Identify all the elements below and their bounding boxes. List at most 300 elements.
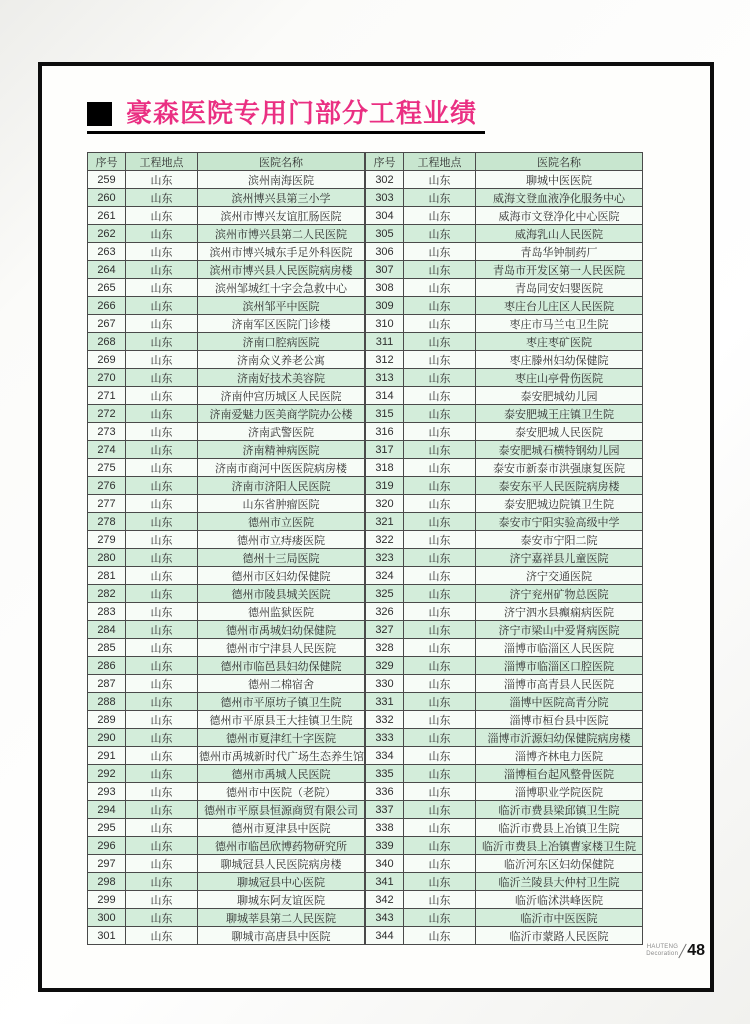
table-row [366,837,643,855]
table-row [366,387,643,405]
row-serial-cell: 328 [366,639,404,657]
row-serial-cell: 272 [88,405,126,423]
row-hospital-cell: 济南精神病医院 [198,441,365,459]
table-row [88,855,365,873]
row-hospital-cell: 青岛华钟制药厂 [476,243,643,261]
table-row [88,819,365,837]
row-location-cell: 山东 [404,819,476,837]
row-location-cell: 山东 [404,279,476,297]
row-hospital-cell: 枣庄滕州妇幼保健院 [476,351,643,369]
row-hospital-cell: 枣庄山亭骨伤医院 [476,369,643,387]
row-hospital-cell: 威海文登血液净化服务中心 [476,189,643,207]
row-serial-cell: 304 [366,207,404,225]
table-row [366,351,643,369]
row-location-cell: 山东 [404,477,476,495]
table-row [366,171,643,189]
row-location-cell: 山东 [126,693,198,711]
table-row [88,261,365,279]
row-location-cell: 山东 [126,261,198,279]
row-location-cell: 山东 [126,405,198,423]
row-hospital-cell: 聊城中医医院 [476,171,643,189]
row-hospital-cell: 淄博中医院高青分院 [476,693,643,711]
row-hospital-cell: 枣庄市马兰屯卫生院 [476,315,643,333]
row-serial-cell: 295 [88,819,126,837]
table-row [88,711,365,729]
row-location-cell: 山东 [126,171,198,189]
table-row [366,657,643,675]
row-location-cell: 山东 [404,891,476,909]
row-location-cell: 山东 [404,567,476,585]
row-serial-cell: 279 [88,531,126,549]
row-serial-cell: 294 [88,801,126,819]
row-hospital-cell: 德州市夏津红十字医院 [198,729,365,747]
table-row [88,441,365,459]
row-hospital-cell: 济宁嘉祥县儿童医院 [476,549,643,567]
row-location-cell: 山东 [404,855,476,873]
row-serial-cell: 319 [366,477,404,495]
row-serial-cell: 305 [366,225,404,243]
table-row [366,423,643,441]
row-location-cell: 山东 [404,207,476,225]
table-row [88,315,365,333]
row-serial-cell: 293 [88,783,126,801]
row-location-cell: 山东 [126,495,198,513]
row-location-cell: 山东 [404,513,476,531]
table-row [88,837,365,855]
row-serial-cell: 297 [88,855,126,873]
row-hospital-cell: 淄博市沂源妇幼保健院病房楼 [476,729,643,747]
document-title-block [87,100,485,134]
row-hospital-cell: 德州市立痔瘘医院 [198,531,365,549]
row-hospital-cell: 滨州市博兴县人民医院病房楼 [198,261,365,279]
row-serial-cell: 334 [366,747,404,765]
row-location-cell: 山东 [126,549,198,567]
row-hospital-cell: 德州市临邑县妇幼保健院 [198,657,365,675]
row-serial-cell: 326 [366,603,404,621]
row-serial-cell: 307 [366,261,404,279]
row-hospital-cell: 德州市中医院（老院） [198,783,365,801]
row-hospital-cell: 德州市临邑欣博药物研究所 [198,837,365,855]
row-hospital-cell: 淄博市临淄区口腔医院 [476,657,643,675]
projects-table-right [365,152,643,945]
row-serial-cell: 303 [366,189,404,207]
table-row [366,513,643,531]
row-serial-cell: 312 [366,351,404,369]
row-location-cell: 山东 [126,747,198,765]
table-row [88,171,365,189]
row-serial-cell: 333 [366,729,404,747]
row-location-cell: 山东 [404,621,476,639]
row-hospital-cell: 枣庄枣矿医院 [476,333,643,351]
row-location-cell: 山东 [126,639,198,657]
row-hospital-cell: 淄博职业学院医院 [476,783,643,801]
row-location-cell: 山东 [404,801,476,819]
row-hospital-cell: 济南好技术美容院 [198,369,365,387]
row-hospital-cell: 聊城冠县人民医院病房楼 [198,855,365,873]
row-hospital-cell: 德州二棉宿舍 [198,675,365,693]
row-hospital-cell: 泰安肥城王庄镇卫生院 [476,405,643,423]
table-row [88,369,365,387]
row-serial-cell: 292 [88,765,126,783]
table-row [88,693,365,711]
table-row [88,765,365,783]
row-hospital-cell: 滨州市博兴城东手足外科医院 [198,243,365,261]
row-location-cell: 山东 [404,693,476,711]
row-serial-cell: 337 [366,801,404,819]
row-hospital-cell: 滨州邹城红十字会急救中心 [198,279,365,297]
row-location-cell: 山东 [126,279,198,297]
table-row [88,279,365,297]
row-hospital-cell: 临沂市中医医院 [476,909,643,927]
row-hospital-cell: 济宁兖州矿物总医院 [476,585,643,603]
row-location-cell: 山东 [126,819,198,837]
page-title: 豪森医院专用门部分工程业绩 [126,98,478,128]
row-location-cell: 山东 [126,765,198,783]
row-location-cell: 山东 [126,567,198,585]
row-location-cell: 山东 [404,873,476,891]
row-location-cell: 山东 [126,675,198,693]
table-row [88,297,365,315]
row-serial-cell: 322 [366,531,404,549]
table-row [366,855,643,873]
table-row [88,621,365,639]
row-serial-cell: 339 [366,837,404,855]
row-serial-cell: 317 [366,441,404,459]
table-row [366,747,643,765]
row-location-cell: 山东 [126,369,198,387]
row-location-cell: 山东 [404,405,476,423]
row-location-cell: 山东 [404,783,476,801]
row-serial-cell: 314 [366,387,404,405]
row-location-cell: 山东 [404,171,476,189]
row-serial-cell: 315 [366,405,404,423]
row-serial-cell: 260 [88,189,126,207]
table-row [88,513,365,531]
row-location-cell: 山东 [404,441,476,459]
row-hospital-cell: 威海市文登净化中心医院 [476,207,643,225]
row-location-cell: 山东 [126,603,198,621]
row-location-cell: 山东 [404,837,476,855]
table-header-row [88,153,365,171]
table-row [88,459,365,477]
row-hospital-cell: 枣庄台儿庄区人民医院 [476,297,643,315]
table-row [366,459,643,477]
row-serial-cell: 302 [366,171,404,189]
row-serial-cell: 332 [366,711,404,729]
row-location-cell: 山东 [126,711,198,729]
row-hospital-cell: 泰安市新泰市洪强康复医院 [476,459,643,477]
row-serial-cell: 323 [366,549,404,567]
table-row [366,801,643,819]
row-hospital-cell: 聊城东阿友谊医院 [198,891,365,909]
table-row [366,207,643,225]
table-row [366,243,643,261]
row-serial-cell: 316 [366,423,404,441]
row-location-cell: 山东 [404,189,476,207]
table-row [366,549,643,567]
table-row [366,297,643,315]
row-location-cell: 山东 [126,189,198,207]
table-row [366,315,643,333]
table-row [88,225,365,243]
row-hospital-cell: 临沂市费县上冶镇曹家楼卫生院 [476,837,643,855]
table-row [366,765,643,783]
row-location-cell: 山东 [404,531,476,549]
table-row [366,891,643,909]
table-row [366,531,643,549]
table-row [88,729,365,747]
table-row [366,909,643,927]
row-location-cell: 山东 [126,423,198,441]
row-hospital-cell: 济南市济阳人民医院 [198,477,365,495]
table-row [88,909,365,927]
row-hospital-cell: 青岛同安妇婴医院 [476,279,643,297]
table-row [88,423,365,441]
row-hospital-cell: 济宁交通医院 [476,567,643,585]
row-location-cell: 山东 [404,765,476,783]
table-row [88,531,365,549]
row-location-cell: 山东 [404,225,476,243]
projects-table-left [87,152,365,945]
row-location-cell: 山东 [404,459,476,477]
row-serial-cell: 275 [88,459,126,477]
row-serial-cell: 284 [88,621,126,639]
row-serial-cell: 296 [88,837,126,855]
row-hospital-cell: 滨州博兴县第三小学 [198,189,365,207]
table-row [366,819,643,837]
row-serial-cell: 290 [88,729,126,747]
right-table-body [366,171,643,945]
table-row [88,207,365,225]
row-location-cell: 山东 [126,315,198,333]
row-hospital-cell: 滨州邹平中医院 [198,297,365,315]
row-hospital-cell: 德州市平原坊子镇卫生院 [198,693,365,711]
row-hospital-cell: 济南仲宫历城区人民医院 [198,387,365,405]
row-hospital-cell: 济南武警医院 [198,423,365,441]
row-serial-cell: 281 [88,567,126,585]
table-row [366,279,643,297]
row-location-cell: 山东 [126,225,198,243]
row-hospital-cell: 临沂河东区妇幼保健院 [476,855,643,873]
row-serial-cell: 269 [88,351,126,369]
row-location-cell: 山东 [404,711,476,729]
row-location-cell: 山东 [404,585,476,603]
row-serial-cell: 324 [366,567,404,585]
row-serial-cell: 287 [88,675,126,693]
row-location-cell: 山东 [126,477,198,495]
header-location: 工程地点 [404,153,476,171]
table-row [88,405,365,423]
row-hospital-cell: 泰安东平人民医院病房楼 [476,477,643,495]
row-hospital-cell: 临沂兰陵县大仲村卫生院 [476,873,643,891]
row-hospital-cell: 德州市禹城妇幼保健院 [198,621,365,639]
row-serial-cell: 264 [88,261,126,279]
row-location-cell: 山东 [404,909,476,927]
table-row [366,441,643,459]
row-hospital-cell: 德州市禹城人民医院 [198,765,365,783]
row-serial-cell: 308 [366,279,404,297]
row-serial-cell: 336 [366,783,404,801]
row-hospital-cell: 泰安肥城幼儿园 [476,387,643,405]
row-location-cell: 山东 [126,585,198,603]
row-serial-cell: 300 [88,909,126,927]
row-hospital-cell: 淄博市高青县人民医院 [476,675,643,693]
row-serial-cell: 321 [366,513,404,531]
row-hospital-cell: 淄博桓台起风整骨医院 [476,765,643,783]
row-serial-cell: 306 [366,243,404,261]
row-location-cell: 山东 [126,873,198,891]
row-location-cell: 山东 [126,333,198,351]
row-hospital-cell: 临沂临沭洪峰医院 [476,891,643,909]
row-hospital-cell: 青岛市开发区第一人民医院 [476,261,643,279]
row-hospital-cell: 滨州市博兴县第二人民医院 [198,225,365,243]
row-serial-cell: 325 [366,585,404,603]
row-hospital-cell: 济南军区医院门诊楼 [198,315,365,333]
row-serial-cell: 288 [88,693,126,711]
row-location-cell: 山东 [126,387,198,405]
row-hospital-cell: 德州市夏津县中医院 [198,819,365,837]
table-header-row [366,153,643,171]
row-hospital-cell: 德州十三局医院 [198,549,365,567]
row-hospital-cell: 聊城冠县中心医院 [198,873,365,891]
table-row [88,747,365,765]
row-hospital-cell: 济南爱魅力医美商学院办公楼 [198,405,365,423]
row-hospital-cell: 临沂市蒙路人民医院 [476,927,643,945]
row-serial-cell: 291 [88,747,126,765]
row-hospital-cell: 淄博齐林电力医院 [476,747,643,765]
row-serial-cell: 340 [366,855,404,873]
row-serial-cell: 261 [88,207,126,225]
row-hospital-cell: 聊城莘县第二人民医院 [198,909,365,927]
table-row [88,603,365,621]
row-serial-cell: 310 [366,315,404,333]
row-serial-cell: 329 [366,657,404,675]
header-location: 工程地点 [126,153,198,171]
row-location-cell: 山东 [126,927,198,945]
table-row [88,387,365,405]
row-serial-cell: 266 [88,297,126,315]
row-serial-cell: 271 [88,387,126,405]
table-row [88,675,365,693]
row-hospital-cell: 临沂市费县上冶镇卫生院 [476,819,643,837]
row-serial-cell: 277 [88,495,126,513]
row-location-cell: 山东 [126,837,198,855]
row-hospital-cell: 德州市陵县城关医院 [198,585,365,603]
table-row [366,405,643,423]
table-row [88,657,365,675]
table-row [88,495,365,513]
row-location-cell: 山东 [126,783,198,801]
row-hospital-cell: 德州市宁津县人民医院 [198,639,365,657]
table-row [88,783,365,801]
row-serial-cell: 313 [366,369,404,387]
row-hospital-cell: 济宁泗水县癫痫病医院 [476,603,643,621]
row-serial-cell: 259 [88,171,126,189]
row-location-cell: 山东 [404,423,476,441]
footer-brand-text [646,944,678,958]
row-serial-cell: 289 [88,711,126,729]
table-row [366,711,643,729]
row-serial-cell: 267 [88,315,126,333]
header-serial: 序号 [366,153,404,171]
row-location-cell: 山东 [404,351,476,369]
projects-table-container [87,152,643,945]
row-location-cell: 山东 [404,297,476,315]
row-hospital-cell: 临沂市费县梁邱镇卫生院 [476,801,643,819]
table-row [366,225,643,243]
table-row [366,729,643,747]
table-row [366,783,643,801]
footer-brand-line1: HAUTENG [646,944,679,950]
row-serial-cell: 299 [88,891,126,909]
row-serial-cell: 335 [366,765,404,783]
row-hospital-cell: 聊城市高唐县中医院 [198,927,365,945]
table-row [88,549,365,567]
row-serial-cell: 268 [88,333,126,351]
table-row [88,189,365,207]
row-location-cell: 山东 [126,513,198,531]
table-row [88,873,365,891]
row-serial-cell: 262 [88,225,126,243]
row-serial-cell: 327 [366,621,404,639]
row-location-cell: 山东 [404,495,476,513]
row-location-cell: 山东 [404,369,476,387]
row-hospital-cell: 济宁市梁山中爱肾病医院 [476,621,643,639]
row-serial-cell: 273 [88,423,126,441]
table-row [366,603,643,621]
row-hospital-cell: 泰安肥城人民医院 [476,423,643,441]
table-row [366,567,643,585]
row-serial-cell: 341 [366,873,404,891]
row-hospital-cell: 济南市商河中医医院病房楼 [198,459,365,477]
title-bullet-square-icon [87,102,112,126]
row-serial-cell: 320 [366,495,404,513]
row-serial-cell: 286 [88,657,126,675]
table-row [88,801,365,819]
table-row [366,477,643,495]
table-row [366,693,643,711]
row-serial-cell: 274 [88,441,126,459]
table-row [366,621,643,639]
row-location-cell: 山东 [404,315,476,333]
row-location-cell: 山东 [126,207,198,225]
row-hospital-cell: 德州市禹城新时代广场生态养生馆 [198,747,365,765]
row-location-cell: 山东 [126,855,198,873]
row-hospital-cell: 滨州市博兴友谊肛肠医院 [198,207,365,225]
row-serial-cell: 282 [88,585,126,603]
table-row [88,891,365,909]
page-footer [600,938,705,964]
footer-slash-line [679,944,687,959]
table-row [88,567,365,585]
table-row [366,333,643,351]
row-hospital-cell: 德州市立医院 [198,513,365,531]
row-serial-cell: 285 [88,639,126,657]
row-hospital-cell: 威海乳山人民医院 [476,225,643,243]
table-row [366,369,643,387]
row-location-cell: 山东 [126,657,198,675]
table-row [366,639,643,657]
row-serial-cell: 318 [366,459,404,477]
row-serial-cell: 270 [88,369,126,387]
footer-brand-line2: Decoration [646,951,679,957]
row-location-cell: 山东 [404,603,476,621]
row-location-cell: 山东 [404,243,476,261]
row-location-cell: 山东 [404,657,476,675]
table-row [88,639,365,657]
row-serial-cell: 331 [366,693,404,711]
row-serial-cell: 278 [88,513,126,531]
